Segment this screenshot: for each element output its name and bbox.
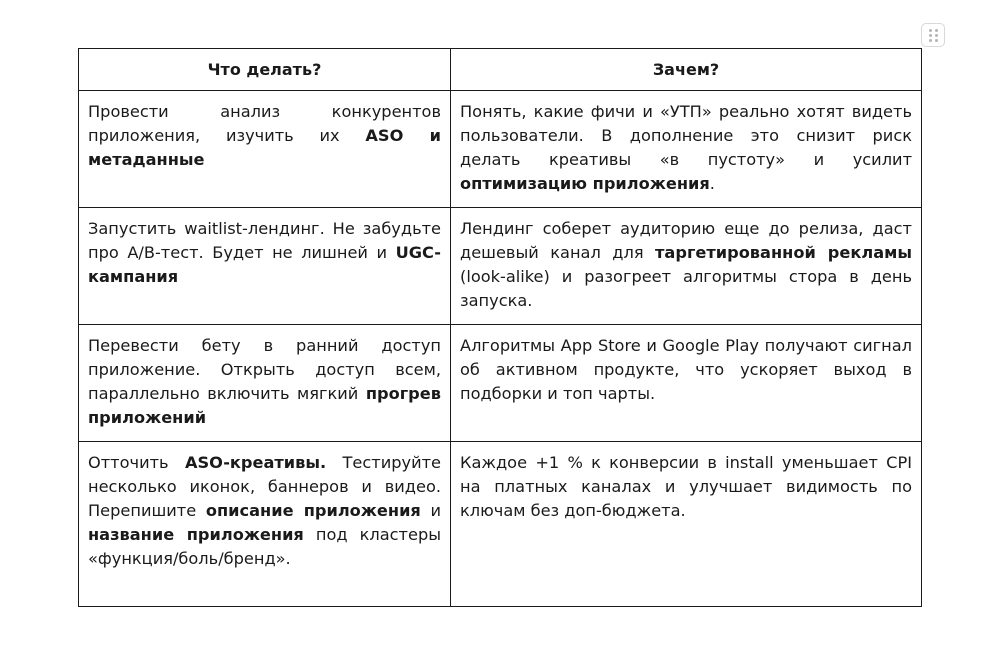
cell-bold-text: прогрев приложений — [88, 384, 441, 427]
cell-why[interactable] — [451, 442, 922, 607]
table-row — [79, 91, 922, 208]
header-why[interactable]: Зачем? — [451, 49, 922, 91]
drag-handle-icon[interactable] — [921, 23, 945, 47]
action-plan-table — [78, 48, 922, 607]
cell-bold-text: описание приложения — [205, 501, 421, 520]
cell-text: . — [709, 174, 715, 193]
cell-text: Тестируйте несколько иконок, баннеров и видео. Перепишите — [88, 453, 441, 520]
drag-dot — [929, 34, 932, 37]
cell-text: Запустить waitlist-лендинг. Не забудьте про A/B-тест. Будет не лишней и — [88, 219, 441, 262]
cell-bold-text: оптимизацию приложения — [460, 174, 710, 193]
drag-dot — [935, 39, 938, 42]
cell-text: Понять, какие фичи и «УТП» реально хотят видеть пользователи. В дополнение это снизит риск делать креативы «в пустоту» и усилит — [460, 102, 912, 169]
cell-why[interactable] — [451, 325, 922, 442]
drag-dot — [929, 29, 932, 32]
cell-why[interactable] — [451, 91, 922, 208]
drag-dot — [935, 29, 938, 32]
cell-what[interactable] — [79, 208, 451, 325]
cell-bold-text: ASO-креативы. — [184, 453, 327, 472]
cell-bold-text: UGC-кампания — [88, 243, 441, 286]
cell-text: под кластеры «функция/боль/бренд». — [88, 525, 441, 568]
drag-dot — [935, 34, 938, 37]
cell-text: Перевести бету в ранний доступ приложение. Открыть доступ всем, параллельно включить мягкий — [88, 336, 441, 403]
cell-bold-text: ASO и метаданные — [88, 126, 441, 169]
cell-why[interactable] — [451, 208, 922, 325]
table-row — [79, 442, 922, 607]
cell-text: Каждое +1 % к конверсии в install уменьшает CPI на платных каналах и улучшает видимость по ключам без доп-бюджета. — [460, 453, 912, 520]
cell-text: Алгоритмы App Store и Google Play получают сигнал об активном продукте, что ускоряет выход в подборки и топ чарты. — [460, 336, 912, 403]
table-row — [79, 325, 922, 442]
cell-text: (look-alike) и разогреет алгоритмы стора в день запуска. — [460, 267, 912, 310]
cell-bold-text: таргетированной рекламы — [655, 243, 912, 262]
drag-dot — [929, 39, 932, 42]
cell-text: Лендинг соберет аудиторию еще до релиза, даст дешевый канал для — [460, 219, 912, 262]
table-header-row — [79, 49, 922, 91]
cell-bold-text: название приложения — [88, 525, 304, 544]
cell-text: Отточить — [88, 453, 185, 472]
cell-text: и — [420, 501, 442, 520]
cell-text: Провести анализ конкурентов приложения, изучить их — [88, 102, 441, 145]
cell-what[interactable] — [79, 442, 451, 607]
header-what-to-do[interactable]: Что делать? — [79, 49, 451, 91]
cell-what[interactable] — [79, 325, 451, 442]
table-row — [79, 208, 922, 325]
cell-what[interactable] — [79, 91, 451, 208]
